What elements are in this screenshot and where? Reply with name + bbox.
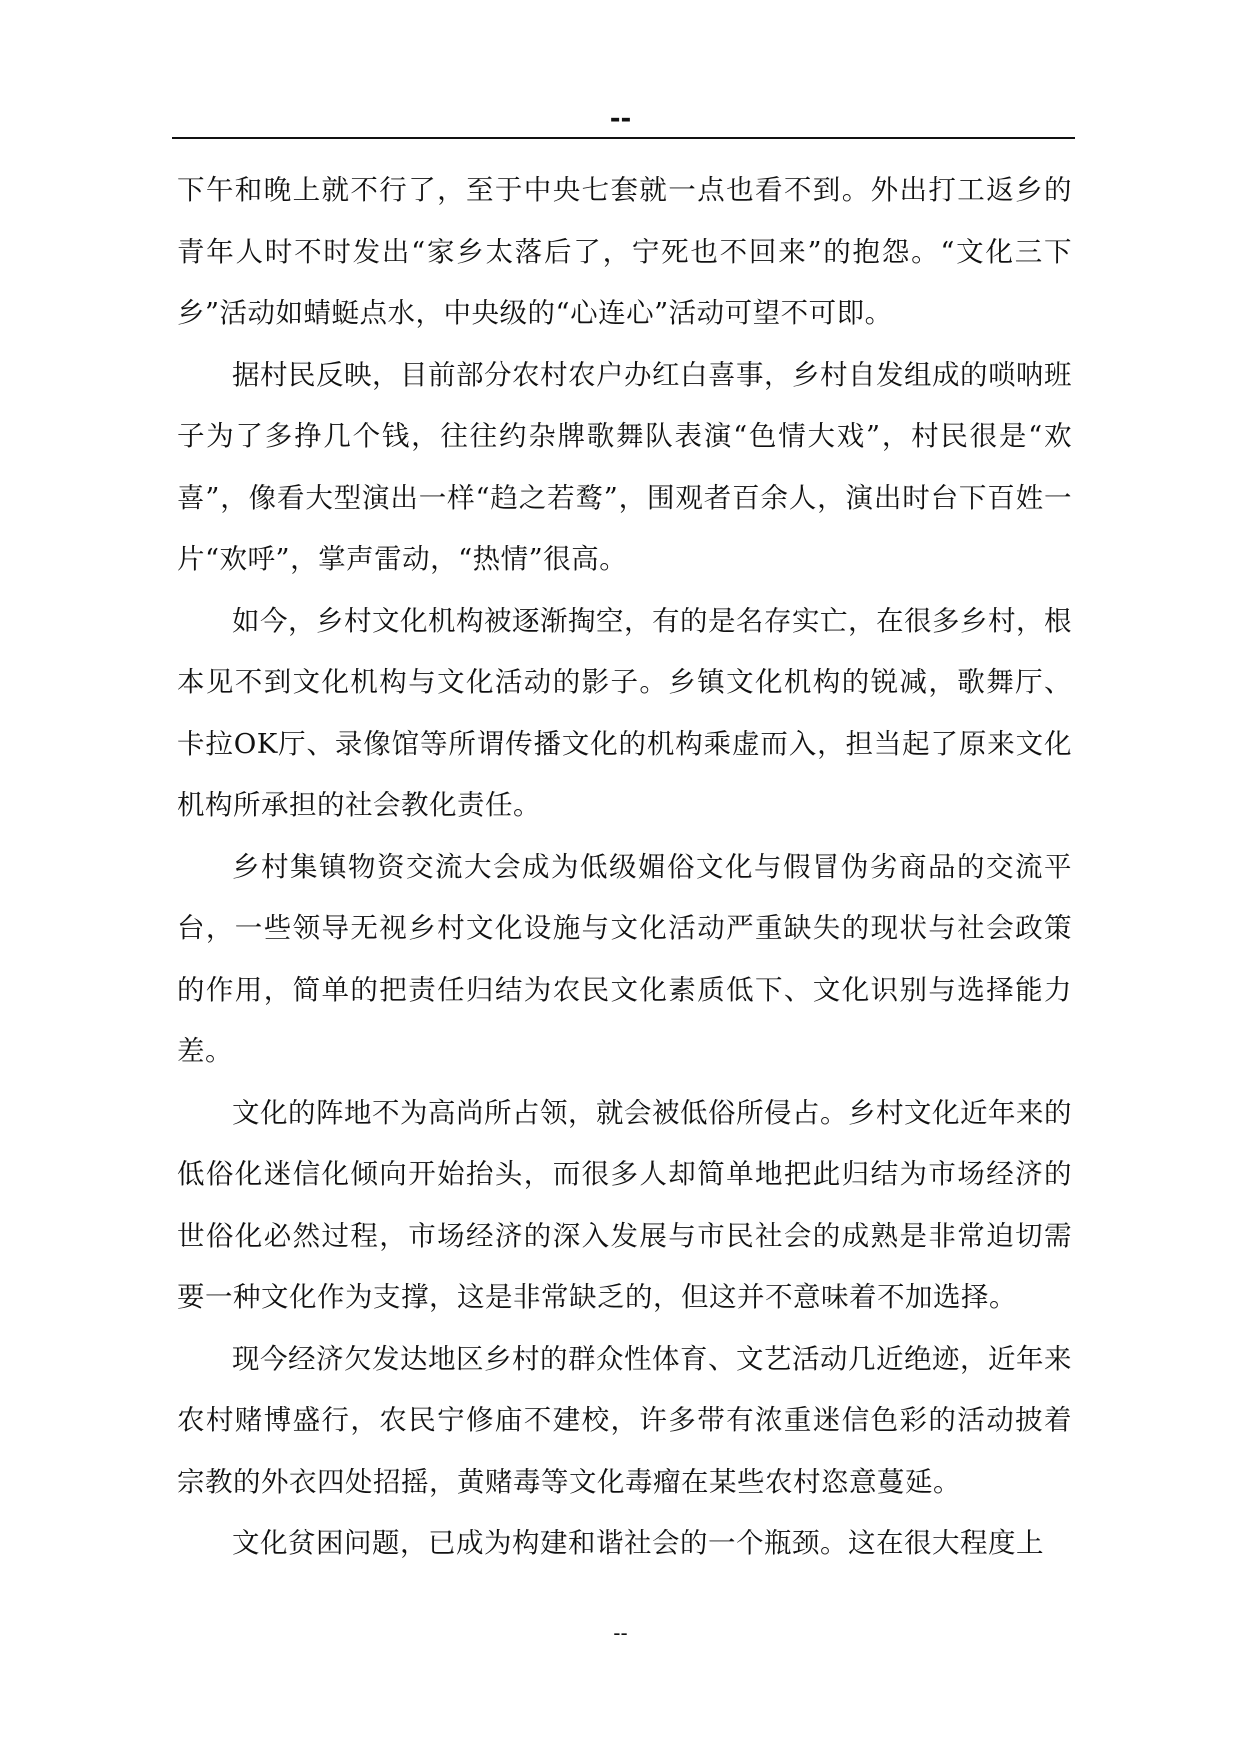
header-divider [172,137,1075,139]
paragraph: 如今，乡村文化机构被逐渐掏空，有的是名存实亡，在很多乡村，根本见不到文化机构与文化活动的影子。乡镇文化机构的锐减，歌舞厅、卡拉OK厅、录像馆等所谓传播文化的机构乘虚而入，担当起了原来文化机构所承担的社会教化责任。 [177,604,1072,821]
page-footer-mark: -- [613,1621,628,1645]
paragraph: 文化贫困问题，已成为构建和谐社会的一个瓶颈。这在很大程度上 [232,1527,1044,1559]
paragraph: 据村民反映，目前部分农村农户办红白喜事，乡村自发组成的唢呐班子为了多挣几个钱，往往约杂牌歌舞队表演“色情大戏”，村民很是“欢喜”，像看大型演出一样“趋之若鹜”，围观者百余人，演出时台下百姓一片“欢呼”，掌声雷动，“热情”很高。 [177,358,1072,575]
paragraph-continued: 下午和晚上就不行了，至于中央七套就一点也看不到。外出打工返乡的青年人时不时发出“家乡太落后了，宁死也不回来”的抱怨。“文化三下乡”活动如蜻蜓点水，中央级的“心连心”活动可望不可即。 [177,174,1072,329]
paragraph: 文化的阵地不为高尚所占领，就会被低俗所侵占。乡村文化近年来的低俗化迷信化倾向开始抬头，而很多人却简单地把此归结为市场经济的世俗化必然过程，市场经济的深入发展与市民社会的成熟是非常迫切需要一种文化作为支撑，这是非常缺乏的，但这并不意味着不加选择。 [177,1096,1072,1313]
page-header-mark: -- [609,104,632,134]
document-body [177,160,1072,1575]
paragraph: 现今经济欠发达地区乡村的群众性体育、文艺活动几近绝迹，近年来农村赌博盛行，农民宁修庙不建校，许多带有浓重迷信色彩的活动披着宗教的外衣四处招摇，黄赌毒等文化毒瘤在某些农村恣意蔓延。 [177,1342,1072,1498]
paragraph: 乡村集镇物资交流大会成为低级媚俗文化与假冒伪劣商品的交流平台，一些领导无视乡村文化设施与文化活动严重缺失的现状与社会政策的作用，简单的把责任归结为农民文化素质低下、文化识别与选择能力差。 [177,850,1072,1067]
